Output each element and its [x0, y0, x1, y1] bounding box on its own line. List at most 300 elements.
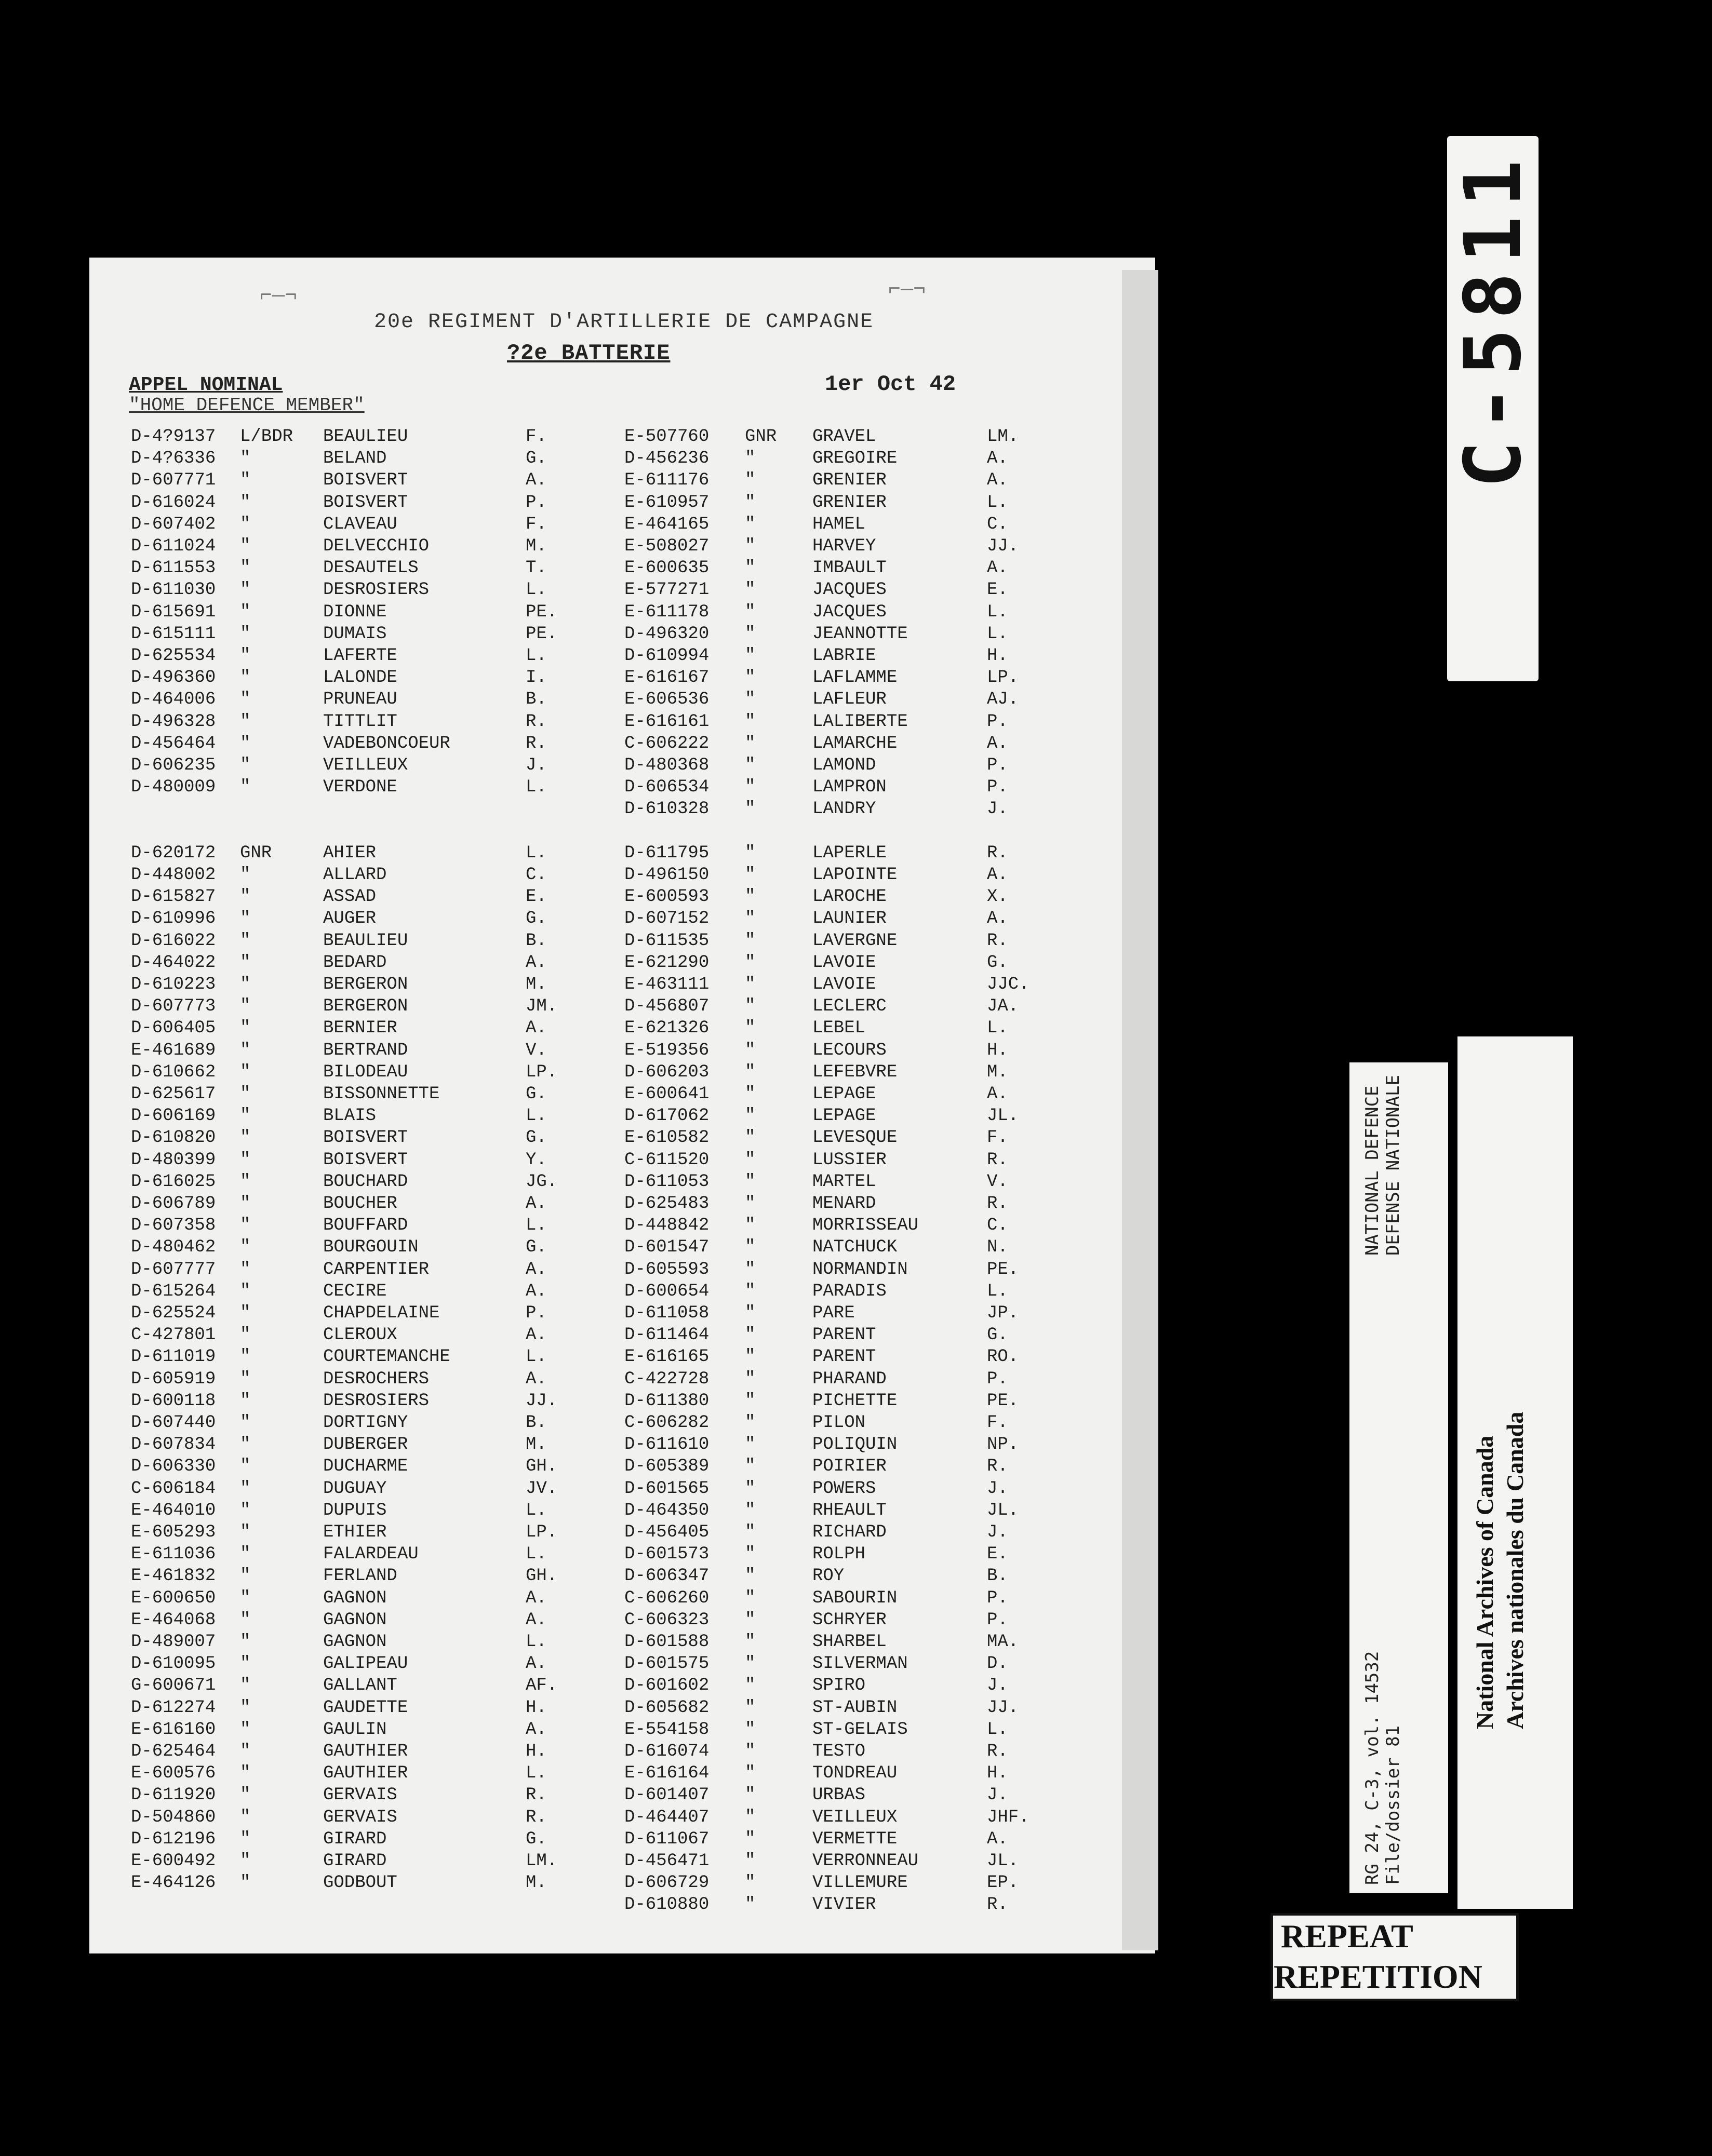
service-number: E-616164	[624, 1763, 710, 1784]
initials: A.	[526, 1654, 547, 1674]
service-number: D-625524	[131, 1303, 216, 1323]
service-number: E-464165	[624, 514, 710, 534]
service-number: D-456807	[624, 996, 710, 1017]
initials: JL.	[987, 1106, 1019, 1126]
service-number: E-554158	[624, 1719, 710, 1740]
surname: GERVAIS	[323, 1807, 397, 1827]
rank: "	[745, 1435, 756, 1455]
initials: R.	[987, 1194, 1008, 1214]
rank: "	[240, 1040, 251, 1060]
surname: TITTLIT	[323, 711, 397, 732]
initials: L.	[526, 580, 547, 600]
initials: J.	[526, 756, 547, 775]
service-number: C-606222	[624, 733, 710, 753]
surname: LAVERGNE	[812, 931, 898, 951]
surname: LAMARCHE	[812, 733, 898, 753]
surname: PICHETTE	[812, 1391, 898, 1411]
service-number: D-611053	[624, 1171, 710, 1192]
rank: "	[745, 1237, 756, 1258]
rank: "	[240, 1719, 251, 1740]
surname: BOISVERT	[323, 492, 408, 513]
rank: "	[745, 1325, 756, 1345]
initials: L.	[526, 843, 547, 863]
service-number: E-461832	[131, 1566, 216, 1586]
surname: DESROCHERS	[323, 1369, 430, 1389]
rank: "	[240, 975, 251, 994]
service-number: C-611520	[624, 1150, 710, 1170]
service-number: D-607402	[131, 514, 216, 534]
surname: BERTRAND	[323, 1040, 408, 1060]
regiment-title: 20e REGIMENT D'ARTILLERIE DE CAMPAGNE	[374, 311, 874, 334]
service-number: E-464126	[131, 1873, 216, 1893]
rank: "	[240, 1171, 251, 1192]
rank: "	[745, 1413, 756, 1433]
surname: JEANNOTTE	[812, 624, 908, 644]
initials: G.	[526, 1128, 547, 1148]
rank: L/BDR	[240, 427, 293, 447]
initials: A.	[526, 1719, 547, 1740]
rank: "	[240, 1457, 251, 1477]
surname: BELAND	[323, 449, 387, 469]
surname: POWERS	[812, 1478, 876, 1499]
initials: P.	[987, 1369, 1008, 1389]
rank: "	[745, 580, 756, 600]
initials: A.	[526, 1259, 547, 1279]
initials: E.	[526, 887, 547, 907]
surname: DELVECCHIO	[323, 536, 430, 556]
initials: EP.	[987, 1873, 1019, 1893]
initials: JM.	[526, 996, 558, 1017]
rank: "	[240, 887, 251, 907]
initials: L.	[987, 624, 1008, 644]
rank: "	[240, 690, 251, 710]
rank: "	[240, 1873, 251, 1893]
rank: "	[240, 1150, 251, 1170]
surname: GAUTHIER	[323, 1742, 408, 1761]
rank: "	[745, 1281, 756, 1301]
rank: "	[745, 1763, 756, 1784]
surname: BOUFFARD	[323, 1216, 408, 1236]
service-number: D-480399	[131, 1150, 216, 1170]
rank: "	[745, 1676, 756, 1696]
service-number: D-611920	[131, 1785, 216, 1805]
rank: "	[240, 1829, 251, 1849]
surname: LUSSIER	[812, 1150, 887, 1170]
surname: GAULIN	[323, 1719, 387, 1740]
rank: "	[240, 931, 251, 951]
surname: GRENIER	[812, 492, 887, 513]
surname: CLEROUX	[323, 1325, 397, 1345]
surname: GAGNON	[323, 1610, 387, 1630]
surname: LECLERC	[812, 996, 887, 1017]
surname: IMBAULT	[812, 558, 887, 578]
service-number: D-606330	[131, 1457, 216, 1477]
surname: LEPAGE	[812, 1106, 876, 1126]
surname: URBAS	[812, 1785, 866, 1805]
surname: LEFEBVRE	[812, 1062, 898, 1082]
rank: "	[240, 646, 251, 666]
surname: VEILLEUX	[812, 1807, 898, 1827]
surname: GERVAIS	[323, 1785, 397, 1805]
surname: DUGUAY	[323, 1478, 387, 1499]
rank: "	[240, 449, 251, 469]
service-number: D-456471	[624, 1851, 710, 1871]
service-number: D-605593	[624, 1259, 710, 1279]
document-date: 1er Oct 42	[825, 372, 956, 397]
service-number: E-464068	[131, 1610, 216, 1630]
initials: LP.	[526, 1062, 558, 1082]
rank: "	[240, 1018, 251, 1039]
rank: GNR	[240, 843, 272, 863]
surname: LECOURS	[812, 1040, 887, 1060]
surname: PARENT	[812, 1347, 876, 1367]
initials: H.	[526, 1697, 547, 1718]
surname: VEILLEUX	[323, 756, 408, 775]
rank: "	[745, 1216, 756, 1236]
rank: "	[745, 777, 756, 798]
surname: GALIPEAU	[323, 1654, 408, 1674]
surname: BERGERON	[323, 975, 408, 994]
surname: POIRIER	[812, 1457, 887, 1477]
initials: C.	[987, 514, 1008, 534]
service-number: D-615691	[131, 602, 216, 622]
initials: L.	[526, 777, 547, 798]
rank: "	[745, 1873, 756, 1893]
service-number: C-606260	[624, 1588, 710, 1608]
rank: "	[240, 668, 251, 688]
rank: "	[745, 1544, 756, 1565]
service-number: D-610996	[131, 909, 216, 929]
rank: "	[745, 909, 756, 929]
service-number: D-610662	[131, 1062, 216, 1082]
rank: "	[745, 1040, 756, 1060]
surname: RICHARD	[812, 1522, 887, 1542]
rank: "	[240, 1588, 251, 1608]
rank: "	[240, 1303, 251, 1323]
initials: P.	[987, 1588, 1008, 1608]
rank: "	[745, 492, 756, 513]
rank: "	[745, 733, 756, 753]
initials: A.	[526, 1281, 547, 1301]
rank: "	[240, 1413, 251, 1433]
rank: GNR	[745, 427, 777, 447]
initials: P.	[987, 756, 1008, 775]
initials: B.	[987, 1566, 1008, 1586]
surname: VERDONE	[323, 777, 397, 798]
surname: LAROCHE	[812, 887, 887, 907]
surname: GODBOUT	[323, 1873, 397, 1893]
repeat-label: REPEAT	[1281, 1918, 1413, 1955]
department-line-2: DEFENSE NATIONALE	[1383, 1075, 1403, 1256]
initials: R.	[987, 931, 1008, 951]
initials: A.	[526, 470, 547, 491]
initials: H.	[526, 1742, 547, 1761]
service-number: C-606184	[131, 1478, 216, 1499]
service-number: D-615111	[131, 624, 216, 644]
service-number: C-427801	[131, 1325, 216, 1345]
rank: "	[240, 1851, 251, 1871]
service-number: D-504860	[131, 1807, 216, 1827]
surname: BOUCHER	[323, 1194, 397, 1214]
rank: "	[745, 1697, 756, 1718]
rank: "	[240, 756, 251, 775]
archives-line-en: National Archives of Canada	[1472, 1435, 1498, 1729]
service-number: D-606405	[131, 1018, 216, 1039]
service-number: E-616167	[624, 668, 710, 688]
rank: "	[745, 1128, 756, 1148]
initials: R.	[526, 1785, 547, 1805]
service-number: D-480368	[624, 756, 710, 775]
service-number: D-489007	[131, 1632, 216, 1652]
service-number: D-601565	[624, 1478, 710, 1499]
rank: "	[240, 492, 251, 513]
initials: PE.	[526, 602, 558, 622]
initials: GH.	[526, 1566, 558, 1586]
rank: "	[240, 952, 251, 973]
service-number: D-611024	[131, 536, 216, 556]
archives-line-fr: Archives nationales du Canada	[1502, 1411, 1528, 1729]
surname: BOURGOUIN	[323, 1237, 419, 1258]
rank: "	[745, 1369, 756, 1389]
rank: "	[240, 514, 251, 534]
rank: "	[745, 931, 756, 951]
rank: "	[240, 711, 251, 732]
initials: JG.	[526, 1171, 558, 1192]
service-number: D-611553	[131, 558, 216, 578]
service-number: E-621290	[624, 952, 710, 973]
initials: LM.	[526, 1851, 558, 1871]
initials: J.	[987, 1785, 1008, 1805]
initials: V.	[987, 1171, 1008, 1192]
surname: NATCHUCK	[812, 1237, 898, 1258]
rank: "	[240, 1763, 251, 1784]
surname: DUCHARME	[323, 1457, 408, 1477]
initials: RO.	[987, 1347, 1019, 1367]
initials: E.	[987, 580, 1008, 600]
service-number: D-610223	[131, 975, 216, 994]
initials: GH.	[526, 1457, 558, 1477]
surname: FALARDEAU	[323, 1544, 419, 1565]
surname: DUBERGER	[323, 1435, 408, 1455]
service-number: D-496150	[624, 865, 710, 885]
initials: A.	[987, 733, 1008, 753]
service-number: E-508027	[624, 536, 710, 556]
initials: I.	[526, 668, 547, 688]
initials: F.	[987, 1413, 1008, 1433]
rank: "	[240, 1237, 251, 1258]
surname: LEBEL	[812, 1018, 866, 1039]
rank: "	[745, 996, 756, 1017]
initials: JJ.	[987, 1697, 1019, 1718]
surname: BLAIS	[323, 1106, 377, 1126]
service-number: D-456464	[131, 733, 216, 753]
service-number: D-611019	[131, 1347, 216, 1367]
rank: "	[745, 843, 756, 863]
surname: ROY	[812, 1566, 845, 1586]
service-number: D-464407	[624, 1807, 710, 1827]
surname: LANDRY	[812, 799, 876, 819]
initials: MA.	[987, 1632, 1019, 1652]
rank: "	[745, 1171, 756, 1192]
rank: "	[240, 1391, 251, 1411]
initials: JV.	[526, 1478, 558, 1499]
service-number: D-616024	[131, 492, 216, 513]
initials: G.	[526, 1237, 547, 1258]
surname: NORMANDIN	[812, 1259, 908, 1279]
rank: "	[745, 711, 756, 732]
service-number: E-600641	[624, 1084, 710, 1104]
surname: PILON	[812, 1413, 866, 1433]
initials: R.	[987, 1150, 1008, 1170]
service-number: E-605293	[131, 1522, 216, 1542]
initials: A.	[526, 1369, 547, 1389]
service-number: D-605682	[624, 1697, 710, 1718]
surname: BERGERON	[323, 996, 408, 1017]
initials: P.	[987, 711, 1008, 732]
service-number: D-448002	[131, 865, 216, 885]
initials: LP.	[987, 668, 1019, 688]
rank: "	[240, 580, 251, 600]
rank: "	[240, 865, 251, 885]
rank: "	[240, 909, 251, 929]
service-number: E-611176	[624, 470, 710, 491]
rank: "	[240, 558, 251, 578]
rank: "	[240, 1106, 251, 1126]
surname: BOUCHARD	[323, 1171, 408, 1192]
surname: CECIRE	[323, 1281, 387, 1301]
rank: "	[745, 558, 756, 578]
service-number: D-610880	[624, 1895, 710, 1915]
initials: JHF.	[987, 1807, 1029, 1827]
surname: TESTO	[812, 1742, 866, 1761]
rank: "	[745, 536, 756, 556]
service-number: E-621326	[624, 1018, 710, 1039]
surname: VILLEMURE	[812, 1873, 908, 1893]
service-number: D-617062	[624, 1106, 710, 1126]
surname: POLIQUIN	[812, 1435, 898, 1455]
service-number: D-607771	[131, 470, 216, 491]
rank: "	[745, 1895, 756, 1915]
initials: A.	[526, 1610, 547, 1630]
surname: LAFLAMME	[812, 668, 898, 688]
service-number: D-610328	[624, 799, 710, 819]
initials: P.	[526, 1303, 547, 1323]
surname: DUMAIS	[323, 624, 387, 644]
surname: ETHIER	[323, 1522, 387, 1542]
initials: PE.	[526, 624, 558, 644]
initials: L.	[526, 1500, 547, 1520]
surname: MARTEL	[812, 1171, 876, 1192]
initials: L.	[526, 1347, 547, 1367]
initials: A.	[987, 865, 1008, 885]
rank: "	[240, 1325, 251, 1345]
surname: AHIER	[323, 843, 377, 863]
rank: "	[745, 1588, 756, 1608]
rank: "	[240, 624, 251, 644]
initials: A.	[987, 1084, 1008, 1104]
surname: SPIRO	[812, 1676, 866, 1696]
initials: F.	[526, 514, 547, 534]
service-number: C-606323	[624, 1610, 710, 1630]
surname: GALLANT	[323, 1676, 397, 1696]
home-defence-label: "HOME DEFENCE MEMBER"	[129, 395, 365, 416]
service-number: D-601602	[624, 1676, 710, 1696]
initials: L.	[526, 1632, 547, 1652]
rank: "	[240, 536, 251, 556]
rank: "	[745, 1742, 756, 1761]
surname: BISSONNETTE	[323, 1084, 440, 1104]
rank: "	[745, 1391, 756, 1411]
initials: R.	[526, 733, 547, 753]
rank: "	[745, 1478, 756, 1499]
service-number: D-611058	[624, 1303, 710, 1323]
rank: "	[745, 668, 756, 688]
initials: F.	[526, 427, 547, 447]
surname: LALIBERTE	[812, 711, 908, 732]
initials: L.	[526, 646, 547, 666]
service-number: D-4?9137	[131, 427, 216, 447]
initials: LP.	[526, 1522, 558, 1542]
service-number: D-605919	[131, 1369, 216, 1389]
surname: DIONNE	[323, 602, 387, 622]
initials: L.	[987, 1719, 1008, 1740]
initials: LM.	[987, 427, 1019, 447]
service-number: C-422728	[624, 1369, 710, 1389]
initials: G.	[526, 449, 547, 469]
surname: LAPERLE	[812, 843, 887, 863]
rank: "	[745, 1654, 756, 1674]
service-number: E-611178	[624, 602, 710, 622]
appel-nominal-label: APPEL NOMINAL	[129, 374, 283, 396]
service-number: D-496360	[131, 668, 216, 688]
service-number: D-616074	[624, 1742, 710, 1761]
rank: "	[745, 1150, 756, 1170]
surname: TONDREAU	[812, 1763, 898, 1784]
surname: JACQUES	[812, 580, 887, 600]
surname: CLAVEAU	[323, 514, 397, 534]
service-number: E-600593	[624, 887, 710, 907]
rank: "	[240, 1697, 251, 1718]
initials: J.	[987, 799, 1008, 819]
service-number: D-600654	[624, 1281, 710, 1301]
reference-line-2: File/dossier 81	[1383, 1725, 1403, 1885]
service-number: E-606536	[624, 690, 710, 710]
initials: NP.	[987, 1435, 1019, 1455]
service-number: D-625464	[131, 1742, 216, 1761]
service-number: D-456405	[624, 1522, 710, 1542]
rank: "	[745, 1106, 756, 1126]
service-number: D-611535	[624, 931, 710, 951]
service-number: G-600671	[131, 1676, 216, 1696]
rank: "	[240, 777, 251, 798]
initials: JJC.	[987, 975, 1029, 994]
initials: M.	[526, 975, 547, 994]
paper-clip-mark-left: ⌐—¬	[260, 285, 298, 308]
rank: "	[240, 1544, 251, 1565]
initials: M.	[987, 1062, 1008, 1082]
initials: F.	[987, 1128, 1008, 1148]
surname: AUGER	[323, 909, 377, 929]
rank: "	[745, 1303, 756, 1323]
initials: L.	[526, 1763, 547, 1784]
reel-number: C-5811	[1448, 151, 1539, 488]
rank: "	[745, 690, 756, 710]
rank: "	[745, 1851, 756, 1871]
surname: SHARBEL	[812, 1632, 887, 1652]
surname: VIVIER	[812, 1895, 876, 1915]
initials: JJ.	[526, 1391, 558, 1411]
initials: PE.	[987, 1391, 1019, 1411]
